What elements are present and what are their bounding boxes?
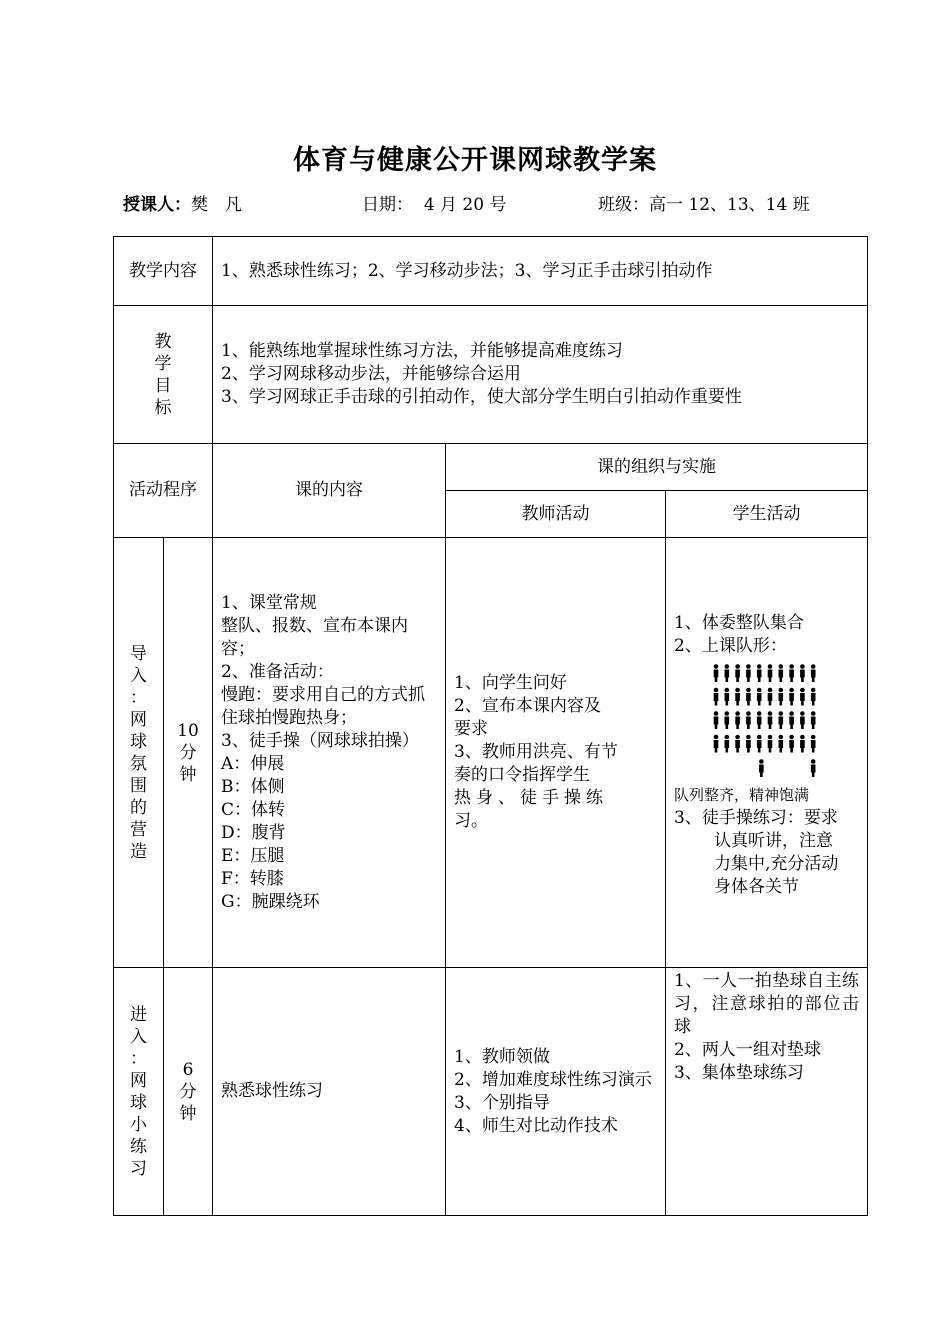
student-figure: [768, 664, 773, 682]
list-item: 力集中,充分活动: [714, 854, 839, 874]
procedure-header: 活动程序: [114, 444, 213, 538]
student-figure: [789, 688, 794, 706]
goal-item: 1、能熟练地掌握球性练习方法，并能够提高难度练习: [221, 341, 623, 361]
goals-row: [114, 306, 868, 444]
list-item: 要求: [454, 719, 488, 739]
student-figure: [800, 664, 805, 682]
phase-char: 氛: [130, 753, 147, 774]
class-label: 班级：: [598, 195, 649, 215]
student-figure: [811, 735, 816, 753]
student-activity-header: 学生活动: [666, 491, 868, 538]
goals-label: [114, 306, 213, 444]
list-item: 1、体委整队集合: [674, 613, 804, 633]
list-item: 热身、徒手操练: [454, 788, 608, 808]
list-item: E：压腿: [221, 845, 285, 866]
phase-char: ：: [130, 1048, 147, 1069]
student-figure: [725, 735, 730, 753]
student-figure: [789, 711, 794, 729]
goals-label-char: 标: [154, 397, 172, 418]
phase-char: ：: [130, 687, 147, 708]
list-item: 2、两人一组对垫球: [674, 1040, 821, 1060]
goal-item: 2、学习网球移动步法，并能够综合运用: [221, 364, 521, 384]
student-figure: [757, 664, 762, 682]
student-figure: [768, 688, 773, 706]
student-figure: [714, 711, 719, 729]
student-figure: [746, 711, 751, 729]
lesson-plan-table: [113, 236, 868, 1216]
phase-char: 入: [130, 1026, 147, 1047]
student-figure: [714, 688, 719, 706]
time-char: 钟: [179, 1103, 197, 1124]
time-char: 钟: [179, 764, 197, 785]
practice-teacher-activity: [446, 968, 666, 1216]
organization-header: 课的组织与实施: [446, 444, 868, 491]
list-item: 2、增加难度球性练习演示: [454, 1069, 652, 1090]
list-item: 1、一人一拍垫球自主练习，注意球拍的部位击球: [674, 971, 859, 1037]
list-item: C：体转: [221, 799, 286, 820]
practice-time: [164, 968, 213, 1216]
time-char: 分: [179, 742, 197, 763]
phase-char: 网: [130, 709, 147, 730]
student-figure: [800, 688, 805, 706]
student-figure: [746, 735, 751, 753]
student-figure: [735, 735, 740, 753]
header-row-1: [114, 444, 868, 491]
student-figure: [779, 664, 784, 682]
list-item: 1、课堂常规: [221, 592, 317, 613]
student-figure: [800, 735, 805, 753]
list-item: 认真听讲，注意: [714, 831, 833, 851]
list-item: F：转膝: [221, 868, 284, 889]
list-item: 3、教师用洪亮、有节: [454, 742, 618, 762]
practice-phase: [114, 968, 164, 1216]
warmup-time: [164, 538, 213, 968]
student-figure: [759, 759, 764, 777]
student-figure: [811, 711, 816, 729]
list-item: B：体侧: [221, 776, 285, 797]
student-figure: [768, 711, 773, 729]
student-figure: [757, 711, 762, 729]
goal-item: 3、学习网球正手击球的引拍动作，使大部分学生明白引拍动作重要性: [221, 387, 742, 407]
student-figure: [811, 688, 816, 706]
page-title: 体育与健康公开课网球教学案: [293, 145, 657, 176]
class-value: 高一 12、13、14 班: [649, 195, 810, 215]
student-figure: [725, 711, 730, 729]
student-figure: [779, 735, 784, 753]
teacher-name: 樊 凡: [191, 195, 242, 215]
date-info: [362, 190, 506, 215]
teacher-info: [123, 190, 242, 215]
student-figure: [757, 735, 762, 753]
formation-figures: [710, 664, 820, 780]
class-formation-diagram: [710, 664, 859, 780]
teacher-label: 授课人：: [123, 195, 191, 215]
phase-char: 营: [130, 819, 147, 840]
warmup-student-activity: [666, 538, 868, 968]
content-header: 课的内容: [213, 444, 446, 538]
content-row: [114, 237, 868, 306]
phase-char: 入: [130, 665, 147, 686]
student-figure: [768, 735, 773, 753]
list-item: 3、徒手操（网球球拍操）: [221, 730, 419, 751]
student-figure: [714, 664, 719, 682]
formation-caption: 队列整齐，精神饱满: [674, 786, 810, 804]
section-warmup-row: [114, 538, 868, 968]
student-figure: [735, 688, 740, 706]
list-item: 3、徒手操练习：要求: [674, 808, 838, 828]
time-char: 6: [182, 1059, 194, 1080]
phase-char: 球: [130, 1092, 147, 1113]
phase-char: 球: [130, 731, 147, 752]
goals-label-char: 教: [154, 331, 172, 352]
list-item: 3、集体垫球练习: [674, 1063, 804, 1083]
student-figure: [800, 711, 805, 729]
student-figure: [811, 759, 816, 777]
phase-char: 练: [130, 1136, 147, 1157]
list-item: 1、教师领做: [454, 1046, 550, 1067]
list-item: 奏的口令指挥学生: [454, 765, 590, 785]
student-figure: [779, 688, 784, 706]
list-item: G：腕踝绕环: [221, 891, 320, 912]
list-item: D：腹背: [221, 822, 286, 843]
student-figure: [811, 664, 816, 682]
practice-student-activity: [666, 968, 868, 1216]
content-text: 1、熟悉球性练习；2、学习移动步法；3、学习正手击球引拍动作: [213, 237, 868, 306]
student-figure: [789, 664, 794, 682]
section-practice-row: [114, 968, 868, 1216]
goals-label-char: 目: [154, 375, 172, 396]
list-item: 2、上课队形：: [674, 636, 787, 656]
warmup-content: [213, 538, 446, 968]
content-label: 教学内容: [114, 237, 213, 306]
phase-char: 小: [130, 1114, 147, 1135]
list-item: 1、向学生问好: [454, 673, 567, 693]
student-figure: [735, 664, 740, 682]
list-item: 身体各关节: [714, 877, 799, 897]
student-figure: [779, 711, 784, 729]
phase-char: 造: [130, 841, 147, 862]
student-figure: [735, 711, 740, 729]
student-figure: [746, 664, 751, 682]
list-item: 整队、报数、宣布本课内容；: [221, 615, 408, 659]
warmup-teacher-activity: [446, 538, 666, 968]
practice-content: 熟悉球性练习: [213, 968, 446, 1216]
phase-char: 进: [130, 1004, 147, 1025]
student-figure: [714, 735, 719, 753]
list-item: 慢跑：要求用自己的方式抓住球拍慢跑热身；: [221, 684, 425, 728]
list-item: A：伸展: [221, 753, 285, 774]
student-figure: [789, 735, 794, 753]
list-item: 2、准备活动：: [221, 661, 334, 682]
student-figure: [757, 688, 762, 706]
goals-label-char: 学: [154, 353, 172, 374]
phase-char: 网: [130, 1070, 147, 1091]
time-char: 10: [177, 720, 199, 741]
class-info: [598, 190, 810, 215]
warmup-phase: [114, 538, 164, 968]
goals-list: [213, 306, 868, 444]
date-value: 4 月 20 号: [423, 195, 507, 215]
teacher-activity-header: 教师活动: [446, 491, 666, 538]
list-item: 2、宣布本课内容及: [454, 696, 601, 716]
phase-char: 习: [130, 1158, 147, 1179]
student-figure: [725, 664, 730, 682]
student-figure: [746, 688, 751, 706]
phase-char: 围: [130, 775, 147, 796]
time-char: 分: [179, 1081, 197, 1102]
list-item: 习。: [454, 811, 488, 831]
list-item: 3、个别指导: [454, 1092, 550, 1113]
phase-char: 导: [130, 643, 147, 664]
phase-char: 的: [130, 797, 147, 818]
date-label: 日期：: [362, 195, 413, 215]
list-item: 4、师生对比动作技术: [454, 1115, 618, 1136]
student-figure: [725, 688, 730, 706]
